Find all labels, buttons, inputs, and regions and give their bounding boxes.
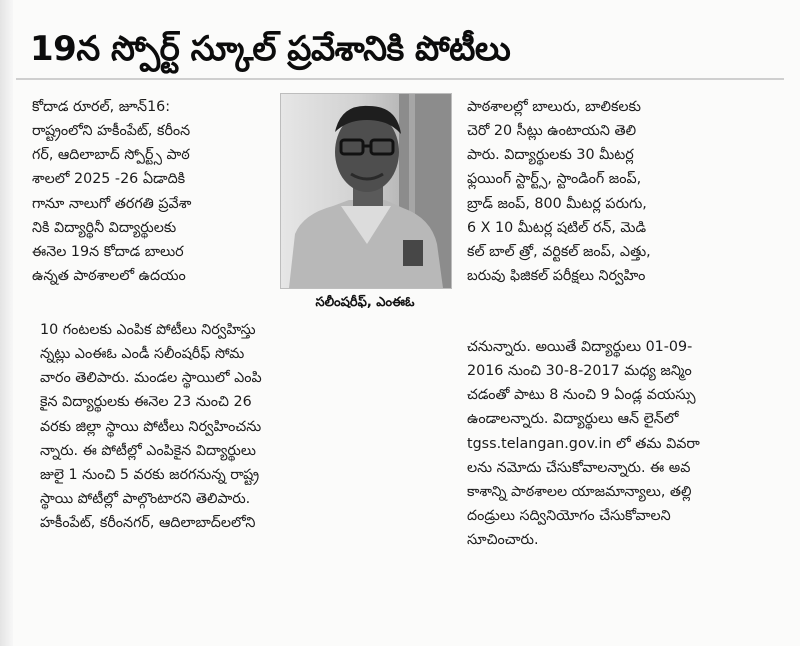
article-line: చడంతో పాటు 8 నుంచి 9 ఏండ్ల వయస్సు xyxy=(467,387,696,404)
article-line: నికి విద్యార్థినీ విద్యార్థులకు xyxy=(32,219,177,236)
article-line: ఉన్నత పాఠశాలలో ఉదయం xyxy=(32,267,186,284)
article-line: వరకు జిల్లా స్థాయి పోటీలు నిర్వహించను xyxy=(40,418,262,435)
article-line: జులై 1 నుంచి 5 వరకు జరగనున్న రాష్ట్ర xyxy=(40,466,260,483)
article-line: పారు. విద్యార్థులకు 30 మీటర్ల xyxy=(467,147,634,164)
article-line: రాష్ట్రంలోని హకీంపేట్, కరీంన xyxy=(32,123,191,140)
article-line: కల్ బాల్ త్రో, వర్టికల్ జంప్, ఎత్తు, xyxy=(467,243,651,260)
article-line: బరువు ఫిజికల్ పరీక్షలు నిర్వహిం xyxy=(467,267,646,284)
article-line: పాఠశాలల్లో బాలురు, బాలికలకు xyxy=(467,99,641,115)
article-line: ఈనెల 19న కోదాడ బాలుర xyxy=(32,243,184,260)
column-right-bottom xyxy=(467,335,700,552)
column-left-bottom xyxy=(40,318,262,535)
photo-caption: సలీంషరీఫ్, ఎంఈఓ xyxy=(315,295,415,310)
article-line: శాలలో 2025 -26 ఏడాదికి xyxy=(32,171,186,188)
page-edge xyxy=(0,0,13,646)
column-right-top xyxy=(467,95,651,288)
article-line: ఉండాలన్నారు. విద్యార్థులు ఆన్ లైన్‌లో xyxy=(467,411,679,428)
portrait-illustration xyxy=(281,94,451,288)
article-line: లను నమోదు చేసుకోవాలన్నారు. ఈ అవ xyxy=(467,459,691,476)
article-line: ఫ్లయింగ్ స్టార్ట్స్, స్టాండింగ్ జంప్, xyxy=(467,171,642,188)
article-line: చెరో 20 సీట్లు ఉంటాయని తెలి xyxy=(467,123,637,140)
portrait-photo xyxy=(280,93,452,289)
column-left-top xyxy=(32,95,191,288)
article-line: కైన విద్యార్థులకు ఈనెల 23 నుంచి 26 xyxy=(40,394,252,411)
article-line: గర్, ఆదిలాబాద్ స్పోర్ట్స్ పాఠ xyxy=(32,147,190,164)
headline-divider xyxy=(16,78,784,80)
article-line: న్నారు. ఈ పోటీల్లో ఎంపికైన విద్యార్థులు xyxy=(40,442,256,459)
article-line: కోదాడ రూరల్, జూన్16: xyxy=(32,99,171,115)
article-line: 6 X 10 మీటర్ల షటిల్ రన్, మెడి xyxy=(467,219,647,236)
article-line: సూచించారు. xyxy=(467,532,539,549)
article-line: 10 గంటలకు ఎంపిక పోటీలు నిర్వహిస్తు xyxy=(40,322,256,338)
article-line: స్థాయి పోటీల్లో పాల్గొంటారని తెలిపారు. xyxy=(40,490,251,507)
article-line: tgss.telangan.gov.in లో తమ వివరా xyxy=(467,435,700,452)
article-line: 2016 నుంచి 30-8-2017 మధ్య జన్మిం xyxy=(467,363,692,380)
article-line: హకీంపేట్, కరీంనగర్, ఆదిలాబాద్‌లలోని xyxy=(40,515,256,532)
article-line: వారం తెలిపారు. మండల స్థాయిలో ఎంపి xyxy=(40,370,262,387)
article-line: కాశాన్ని పాఠశాలల యాజమాన్యాలు, తల్లి xyxy=(467,483,692,500)
article-line: దండ్రులు సద్వినియోగం చేసుకోవాలని xyxy=(467,507,671,524)
article-line: చనున్నారు. అయితే విద్యార్థులు 01-09- xyxy=(467,339,693,355)
article-line: బ్రాడ్ జంప్, 800 మీటర్ల పరుగు, xyxy=(467,195,647,212)
article-line: న్నట్లు ఎంఈఓ ఎండీ సలీంషరీఫ్ సోమ xyxy=(40,346,245,363)
article-line: గానూ నాలుగో తరగతి ప్రవేశా xyxy=(32,195,192,212)
article-headline: 19న స్పోర్ట్ స్కూల్ ప్రవేశానికి పోటీలు xyxy=(30,29,511,69)
